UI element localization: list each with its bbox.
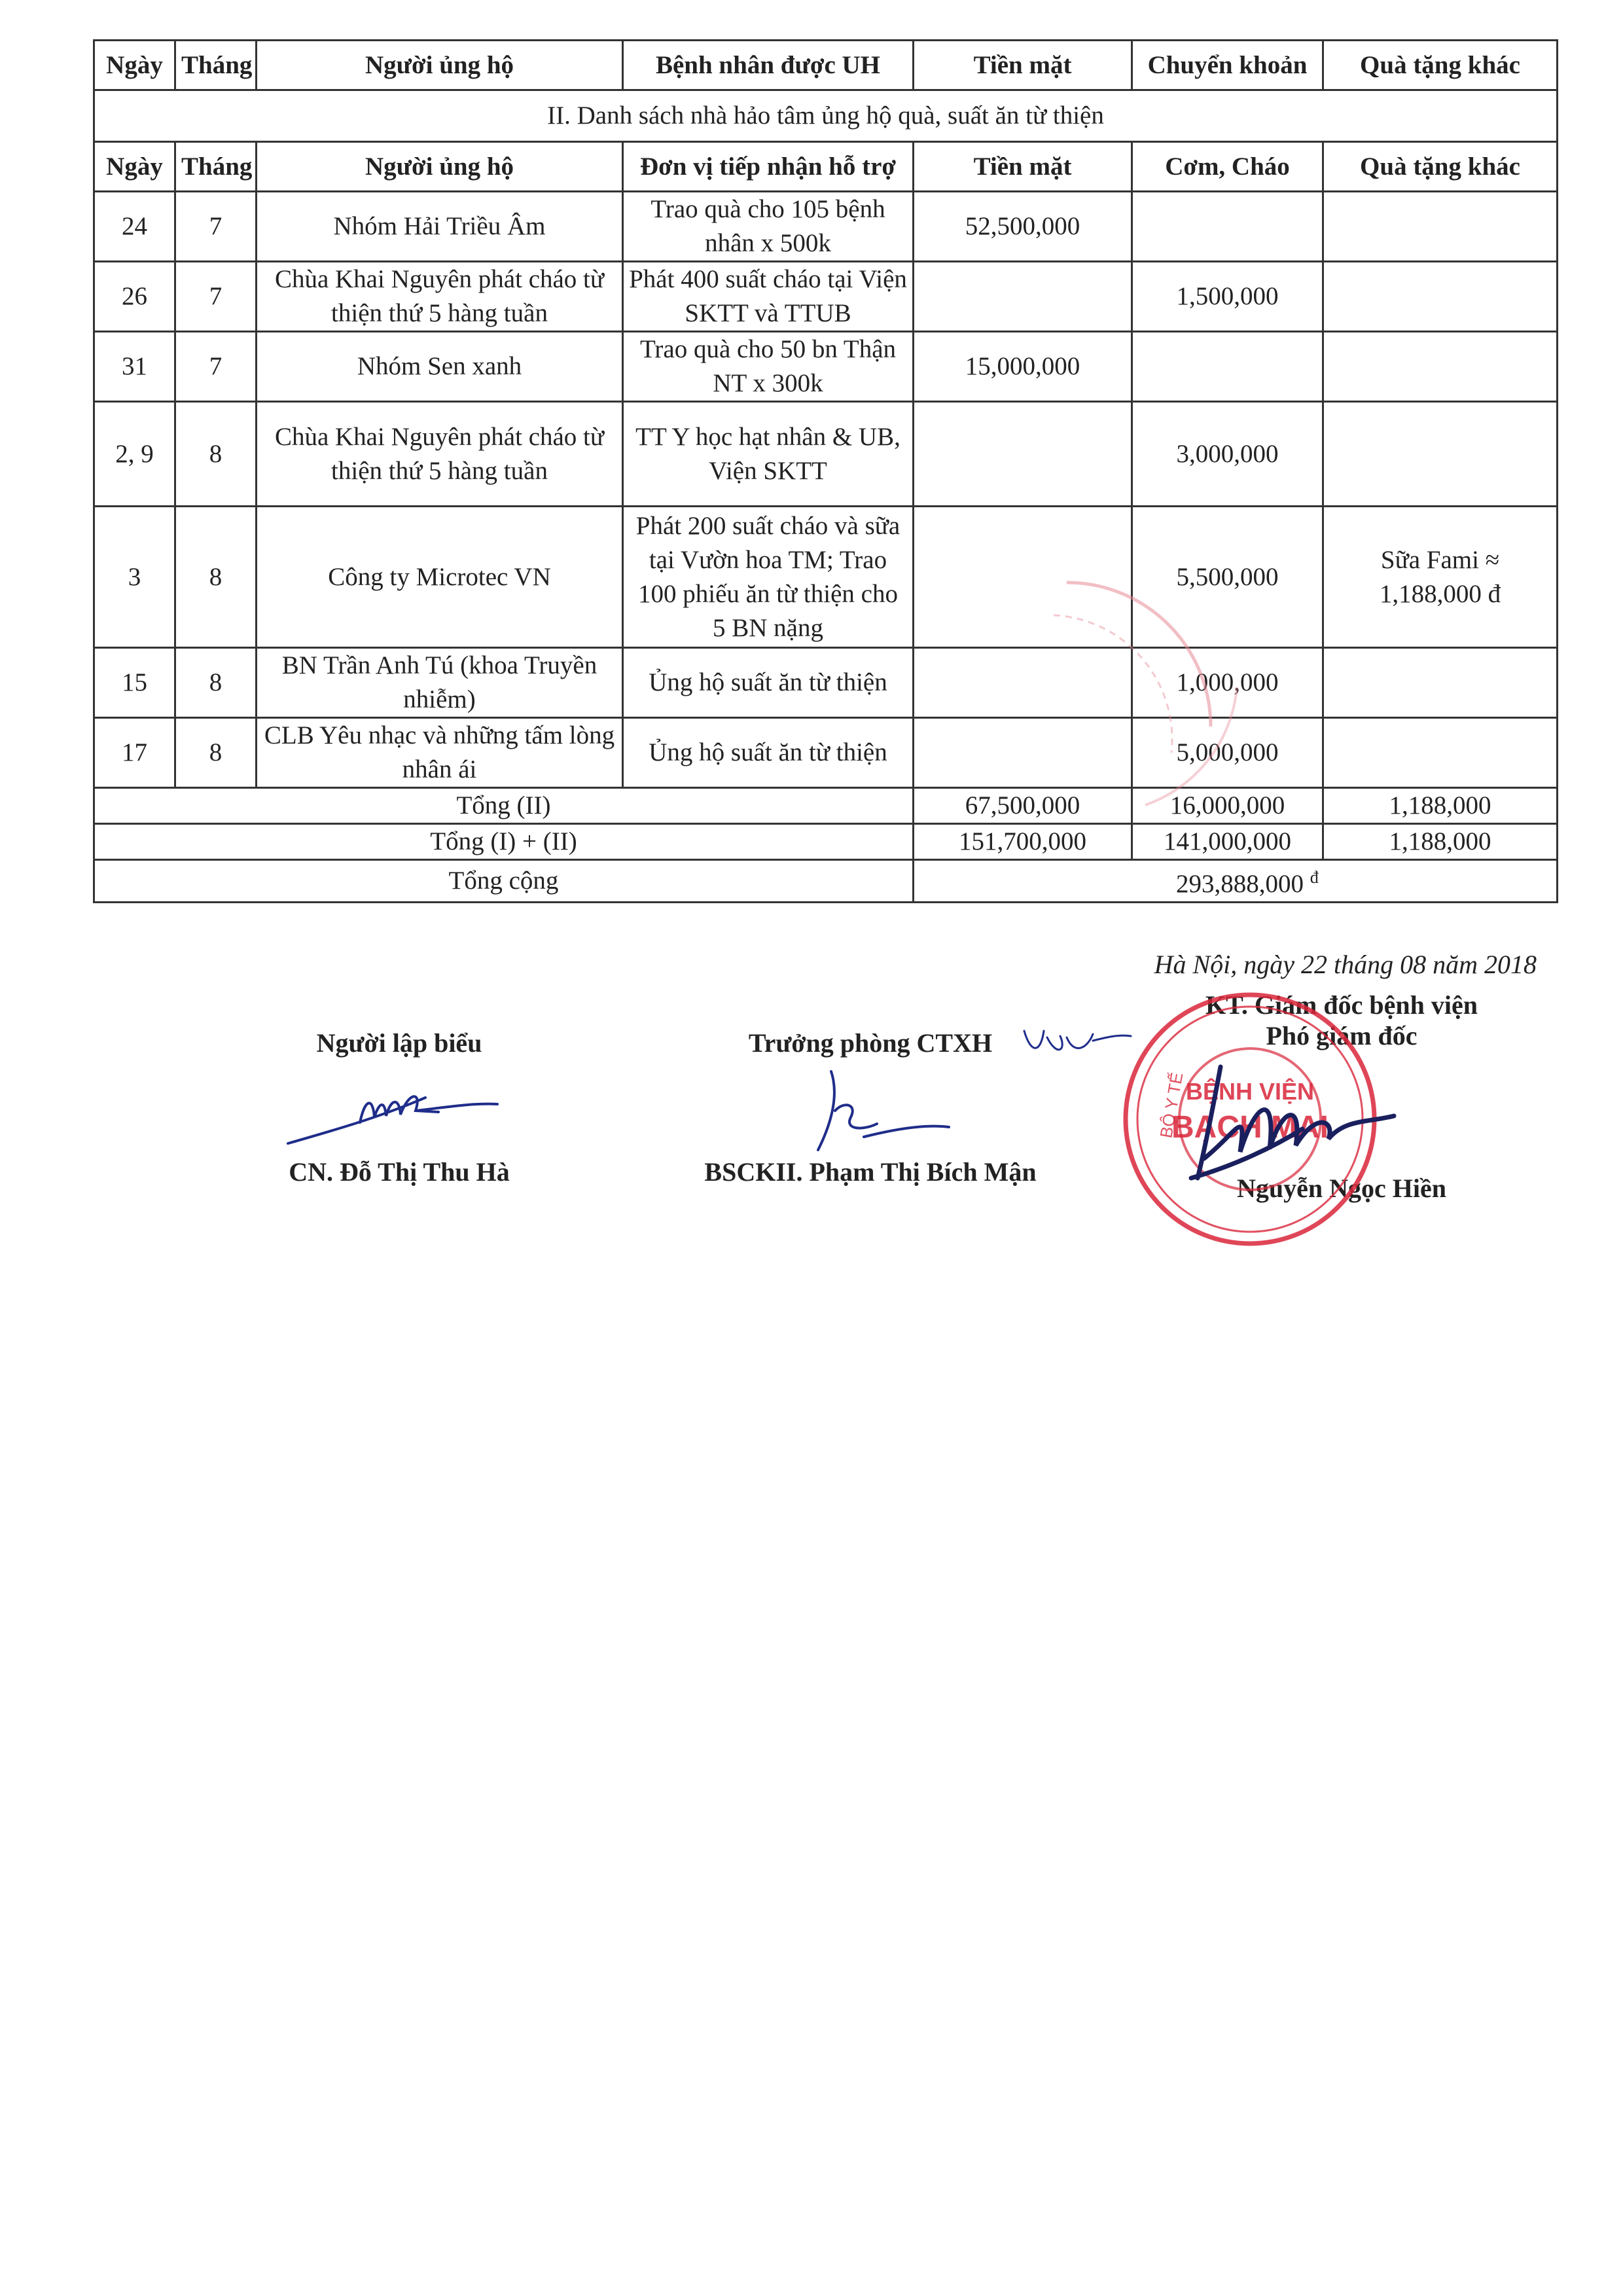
col-header-day: Ngày [94,142,175,192]
cell-day: 3 [94,507,175,648]
place-date: Hà Nội, ngày 22 tháng 08 năm 2018 [1154,950,1537,979]
stamp-line2: BẠCH MAI [1171,1110,1329,1145]
section-title: II. Danh sách nhà hảo tâm ủng hộ quà, suất ăn từ thiện [94,90,1558,142]
cell-month: 7 [175,192,257,262]
top-header-row [94,41,1558,90]
cell-cash [914,262,1132,332]
cell-food: 5,500,000 [1132,507,1323,648]
cell-other [1323,648,1558,718]
grand-total-label: Tổng cộng [94,860,914,903]
cell-day: 15 [94,648,175,718]
table-row [94,332,1558,402]
cell-donor: Nhóm Hải Triều Âm [257,192,623,262]
cell-month: 7 [175,332,257,402]
section-title-row [94,90,1558,142]
table-row [94,192,1558,262]
cell-donor: Công ty Microtec VN [257,507,623,648]
col-header-donor: Người ủng hộ [257,142,623,192]
head-signature [772,1065,969,1157]
cell-food: 1,000,000 [1132,648,1323,718]
cell-recipient: Phát 200 suất cháo và sữa tại Vườn hoa TM; Trao 100 phiếu ăn từ thiện cho 5 BN nặng [623,507,914,648]
cell-recipient: Trao quà cho 105 bệnh nhân x 500k [623,192,914,262]
cell-other [1323,262,1558,332]
table-row [94,507,1558,648]
cell-other: Sữa Fami ≈ 1,188,000 đ [1323,507,1558,648]
cell-donor: Chùa Khai Nguyên phát cháo từ thiện thứ 5 hàng tuần [257,262,623,332]
total-i-ii-other: 1,188,000 [1323,824,1558,860]
cell-other [1323,332,1558,402]
preparer-name: CN. Đỗ Thị Thu Hà [289,1157,510,1187]
cell-food: 3,000,000 [1132,402,1323,507]
cell-recipient: Phát 400 suất cháo tại Viện SKTT và TTUB [623,262,914,332]
cell-donor: CLB Yêu nhạc và những tấm lòng nhân ái [257,718,623,788]
cell-other [1323,402,1558,507]
cell-month: 8 [175,648,257,718]
cell-donor: Nhóm Sen xanh [257,332,623,402]
cell-recipient: Ủng hộ suất ăn từ thiện [623,718,914,788]
grand-total-cell [914,860,1558,903]
total-i-ii-cash: 151,700,000 [914,824,1132,860]
cell-day: 17 [94,718,175,788]
grand-total-row [94,860,1558,903]
cell-food [1132,332,1323,402]
cell-month: 8 [175,507,257,648]
total-ii-other: 1,188,000 [1323,788,1558,824]
director-role: KT. Giám đốc bệnh viện [1205,990,1478,1020]
stamp-line1: BỆNH VIỆN [1185,1078,1315,1105]
cell-month: 8 [175,718,257,788]
cell-day: 26 [94,262,175,332]
faint-stamp-impression [1041,556,1257,831]
cell-cash [914,402,1132,507]
cell-food: 1,500,000 [1132,262,1323,332]
col-header-recipient: Đơn vị tiếp nhận hỗ trợ [623,142,914,192]
grand-total-value: 293,888,000 [1176,870,1304,898]
table-row [94,648,1558,718]
col-header-other: Quà tặng khác [1323,41,1558,90]
total-ii-row [94,788,1558,824]
head-name: BSCKII. Phạm Thị Bích Mận [704,1157,1037,1187]
cell-recipient: Trao quà cho 50 bn Thận NT x 300k [623,332,914,402]
preparer-signature-block [262,1028,537,1187]
preparer-signature [281,1071,517,1150]
col-header-cash: Tiền mặt [914,142,1132,192]
cell-cash: 15,000,000 [914,332,1132,402]
total-i-ii-row [94,824,1558,860]
director-role2: Phó giám đốc [1266,1021,1418,1050]
cell-other [1323,718,1558,788]
total-ii-food: 16,000,000 [1132,788,1323,824]
cell-day: 31 [94,332,175,402]
cell-recipient: Ủng hộ suất ăn từ thiện [623,648,914,718]
hospital-stamp [1106,982,1400,1263]
table-row [94,262,1558,332]
stamp-side-text: BỘ Y TẾ [1156,1071,1187,1140]
table-row [94,718,1558,788]
cell-month: 7 [175,262,257,332]
preparer-role: Người lập biểu [316,1028,482,1058]
cell-cash: 52,500,000 [914,192,1132,262]
total-i-ii-food: 141,000,000 [1132,824,1323,860]
cell-food: 5,000,000 [1132,718,1323,788]
col-header-day: Ngày [94,41,175,90]
col-header-patient: Bệnh nhân được UH [623,41,914,90]
donation-table [93,39,1558,903]
cell-day: 24 [94,192,175,262]
col-header-transfer: Chuyển khoản [1132,41,1323,90]
cell-month: 8 [175,402,257,507]
cell-donor: BN Trần Anh Tú (khoa Truyền nhiễm) [257,648,623,718]
cell-donor: Chùa Khai Nguyên phát cháo từ thiện thứ 5 hàng tuần [257,402,623,507]
col-header-month: Tháng [175,142,257,192]
director-name: Nguyễn Ngọc Hiền [1237,1174,1446,1203]
cell-food [1132,192,1323,262]
total-ii-label: Tổng (II) [94,788,914,824]
col-header-donor: Người ủng hộ [257,41,623,90]
total-ii-cash: 67,500,000 [914,788,1132,824]
cell-recipient: TT Y học hạt nhân & UB, Viện SKTT [623,402,914,507]
table-row [94,402,1558,507]
cell-day: 2, 9 [94,402,175,507]
cell-other [1323,192,1558,262]
col-header-other: Quà tặng khác [1323,142,1558,192]
col-header-cash: Tiền mặt [914,41,1132,90]
head-role: Trưởng phòng CTXH [748,1028,993,1058]
col-header-food: Cơm, Cháo [1132,142,1323,192]
total-i-ii-label: Tổng (I) + (II) [94,824,914,860]
col-header-month: Tháng [175,41,257,90]
grand-total-unit: đ [1310,868,1319,887]
header-row [94,142,1558,192]
